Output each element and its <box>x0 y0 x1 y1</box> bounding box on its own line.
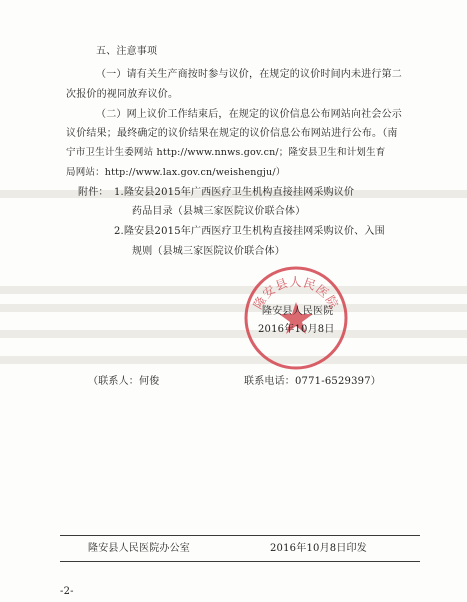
paragraph-2-line-2: 议价结果；最终确定的议价结果在规定的议价信息公布网站进行公布。（南 <box>66 128 398 139</box>
signature-date: 2016年10月8日 <box>258 324 335 335</box>
paragraph-2-line-4: 局网站：http://www.lax.gov.cn/weishengju/） <box>66 167 286 178</box>
scan-band <box>0 286 467 294</box>
scan-band <box>0 356 467 364</box>
contact-phone: 联系电话：0771-6529397） <box>244 376 381 387</box>
footer-office: 隆安县人民医院办公室 <box>88 543 190 554</box>
section-heading: 五、注意事项 <box>96 46 158 57</box>
paragraph-2-line-1: （二）网上议价工作结束后，在规定的议价信息公布网站向社会公示 <box>96 109 402 120</box>
signature-org: 隆安县人民医院 <box>262 306 334 317</box>
page-number: -2- <box>60 586 74 597</box>
footer-print-date: 2016年10月8日印发 <box>270 543 367 554</box>
official-seal-icon <box>240 262 352 374</box>
scan-band <box>0 330 467 338</box>
paragraph-2-line-3: 宁市卫生计生委网站 http://www.nnws.gov.cn/；隆安县卫生和计划生育 <box>66 147 386 158</box>
paragraph-1-line-2: 次报价的视同放弃议价。 <box>66 89 179 100</box>
attachment-1-line-1: 1.隆安县2015年广西医疗卫生机构直接挂网采购议价 <box>114 187 355 198</box>
footer-bottom-rule <box>60 561 420 562</box>
attachments-label: 附件： <box>78 187 109 198</box>
contact-person: （联系人：何俊 <box>88 376 160 387</box>
svg-text:隆安县人民医院: 隆安县人民医院 <box>250 275 342 312</box>
attachment-1-line-2: 药品目录（县城三家医院议价联合体） <box>132 206 306 217</box>
scan-band <box>0 304 467 312</box>
paragraph-1-line-1: （一）请有关生产商按时参与议价，在规定的议价时间内未进行第二 <box>96 69 402 80</box>
attachment-2-line-1: 2.隆安县2015年广西医疗卫生机构直接挂网采购议价、入围 <box>114 226 385 237</box>
attachment-2-line-2: 规则（县城三家医院议价联合体） <box>132 246 285 257</box>
footer-top-rule <box>60 535 420 536</box>
